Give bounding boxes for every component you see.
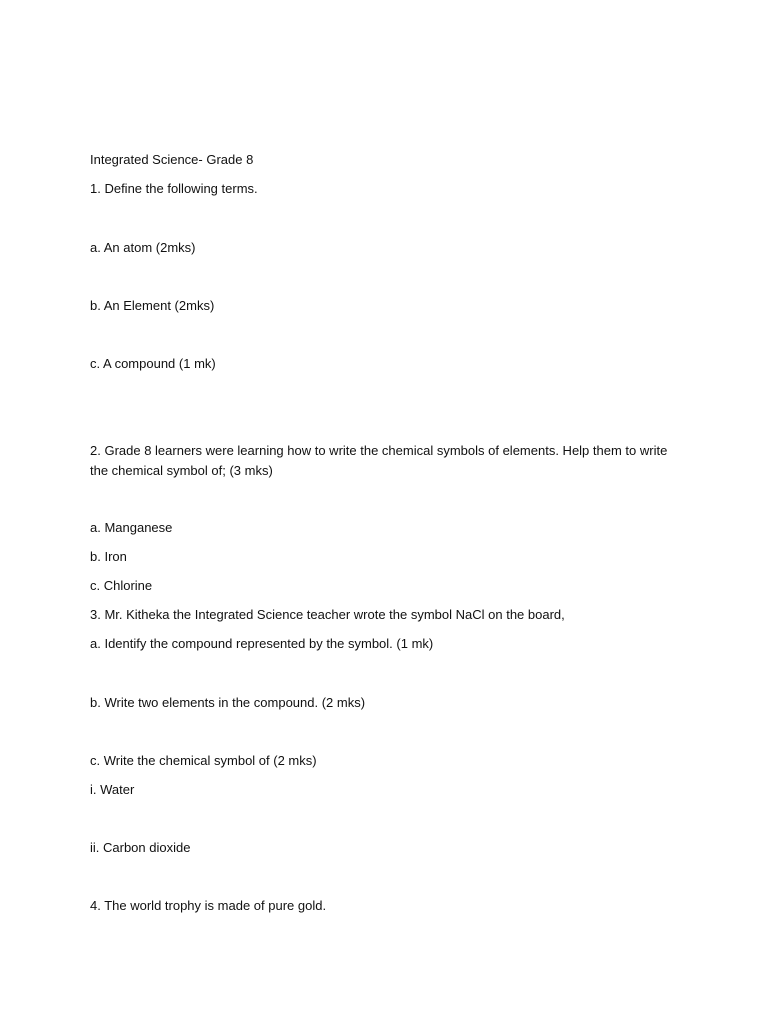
question-2c: c. Chlorine bbox=[90, 578, 153, 593]
question-3: 3. Mr. Kitheka the Integrated Science teacher wrote the symbol NaCl on the board, bbox=[90, 607, 565, 622]
question-1a: a. An atom (2mks) bbox=[90, 240, 196, 255]
question-3c-ii: ii. Carbon dioxide bbox=[90, 840, 191, 855]
question-1: 1. Define the following terms. bbox=[90, 181, 258, 196]
question-3c: c. Write the chemical symbol of (2 mks) bbox=[90, 753, 317, 768]
question-3b: b. Write two elements in the compound. (2 mks) bbox=[90, 695, 366, 710]
question-3a: a. Identify the compound represented by the symbol. (1 mk) bbox=[90, 636, 434, 651]
question-1b: b. An Element (2mks) bbox=[90, 298, 215, 313]
question-2a: a. Manganese bbox=[90, 520, 173, 535]
question-4: 4. The world trophy is made of pure gold. bbox=[90, 898, 327, 913]
question-2: 2. Grade 8 learners were learning how to write the chemical symbols of elements. Help them to write the chemical symbol of; (3 mks) bbox=[90, 443, 668, 478]
question-2b: b. Iron bbox=[90, 549, 127, 564]
question-3c-i: i. Water bbox=[90, 782, 135, 797]
question-1c: c. A compound (1 mk) bbox=[90, 356, 216, 371]
document-title: Integrated Science- Grade 8 bbox=[90, 152, 254, 167]
